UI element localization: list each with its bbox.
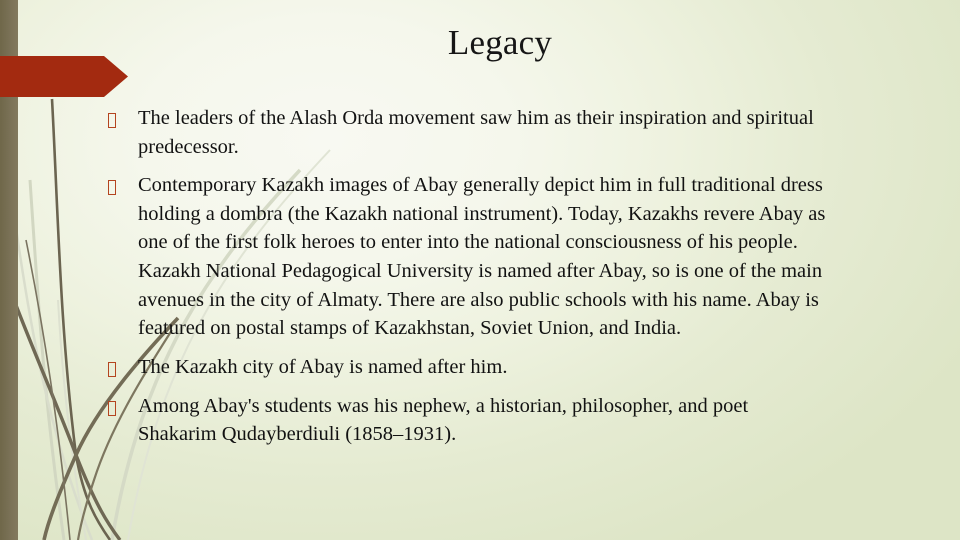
bullet-box-icon: [108, 104, 138, 133]
list-item: [108, 104, 828, 161]
bullet-list: [108, 104, 828, 449]
list-item: [108, 392, 828, 449]
list-item-text: The leaders of the Alash Orda movement saw him as their inspiration and spiritual predecessor.: [138, 107, 814, 158]
list-item-text: The Kazakh city of Abay is named after him.: [138, 355, 508, 378]
bullet-box-icon: [108, 171, 138, 200]
list-item: [108, 171, 828, 343]
bullet-box-icon: [108, 353, 138, 382]
list-item-text: Among Abay's students was his nephew, a historian, philosopher, and poet Shakarim Qudayberdiuli (1858–1931).: [138, 394, 749, 446]
arrow-banner: [0, 56, 128, 97]
list-item-text: Contemporary Kazakh images of Abay generally depict him in full traditional dress holding a dombra (the Kazakh national instrument). Today, Kazakhs revere Abay as one of the first folk heroes to enter into the national consciousness of his people. Kazakh National Pedagogical University is named after Abay, so is one of the main avenues in the city of Almaty. There are also public schools with his name. Abay is featured on postal stamps of Kazakhstan, Soviet Union, and India.: [138, 174, 826, 340]
page-title: Legacy: [447, 23, 553, 62]
bullet-box-icon: [108, 392, 138, 421]
list-item: [108, 353, 828, 382]
